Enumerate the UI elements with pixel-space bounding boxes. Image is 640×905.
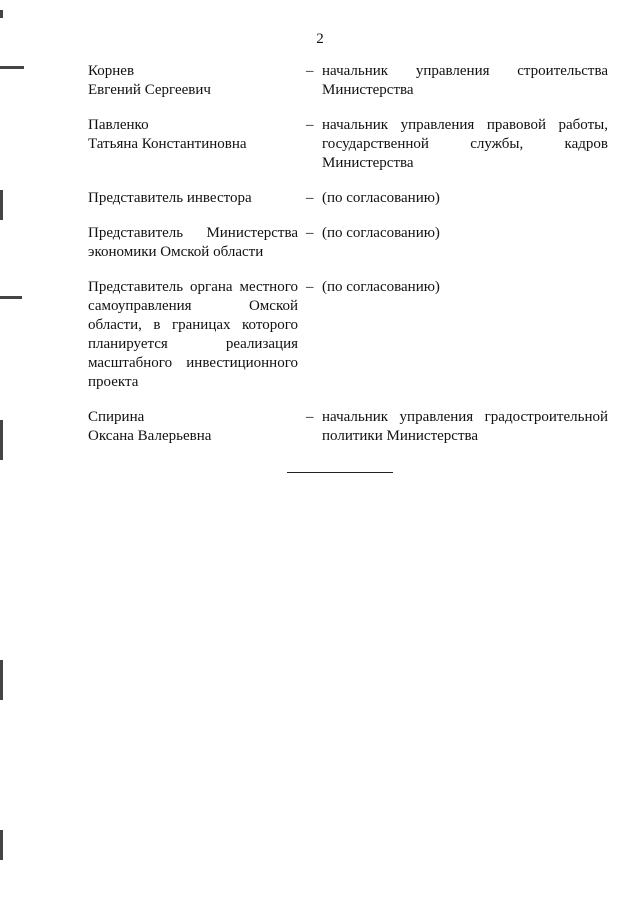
dash-separator: – xyxy=(306,190,314,206)
scan-artifact xyxy=(0,66,24,69)
scan-artifact xyxy=(0,296,22,299)
dash-separator: – xyxy=(306,409,314,425)
member-role: Представитель органа местного самоуправления Омской области, в границах которого планируется реализация масштабного инвестиционного проекта xyxy=(88,279,298,390)
member-position: начальник управления правовой работы, государственной службы, кадров Министерства xyxy=(322,117,608,171)
member-entry xyxy=(88,116,608,173)
member-entry xyxy=(88,62,608,100)
member-surname: Павленко xyxy=(88,117,149,133)
member-given-names: Евгений Сергеевич xyxy=(88,82,211,98)
dash-separator: – xyxy=(306,117,314,133)
member-entry xyxy=(88,408,608,446)
member-role: Представитель Министерства экономики Омской области xyxy=(88,225,298,260)
member-given-names: Оксана Валерьевна xyxy=(88,428,212,444)
member-position: (по согласованию) xyxy=(322,190,440,206)
members-list xyxy=(88,62,608,446)
scan-artifact xyxy=(0,10,3,18)
dash-separator: – xyxy=(306,63,314,79)
member-position: начальник управления градостроительной политики Министерства xyxy=(322,409,608,444)
member-role: Представитель инвестора xyxy=(88,190,252,206)
member-name xyxy=(88,408,298,446)
scan-artifact xyxy=(0,660,3,700)
member-name xyxy=(88,224,298,262)
closing-rule xyxy=(287,472,393,473)
member-position: начальник управления строительства Министерства xyxy=(322,63,608,98)
scan-artifact xyxy=(0,830,3,860)
member-position: (по согласованию) xyxy=(322,279,440,295)
member-position: (по согласованию) xyxy=(322,225,440,241)
member-surname: Корнев xyxy=(88,63,135,79)
member-name xyxy=(88,116,298,154)
dash-separator: – xyxy=(306,279,314,295)
scan-artifact xyxy=(0,420,3,460)
dash-separator: – xyxy=(306,225,314,241)
member-entry xyxy=(88,278,608,392)
member-given-names: Татьяна Константиновна xyxy=(88,136,247,152)
member-entry xyxy=(88,224,608,262)
member-name xyxy=(88,189,298,208)
member-entry xyxy=(88,189,608,208)
member-surname: Спирина xyxy=(88,409,145,425)
scan-artifact xyxy=(0,190,3,220)
page-number: 2 xyxy=(316,31,324,47)
member-name xyxy=(88,278,298,392)
member-name xyxy=(88,62,298,100)
